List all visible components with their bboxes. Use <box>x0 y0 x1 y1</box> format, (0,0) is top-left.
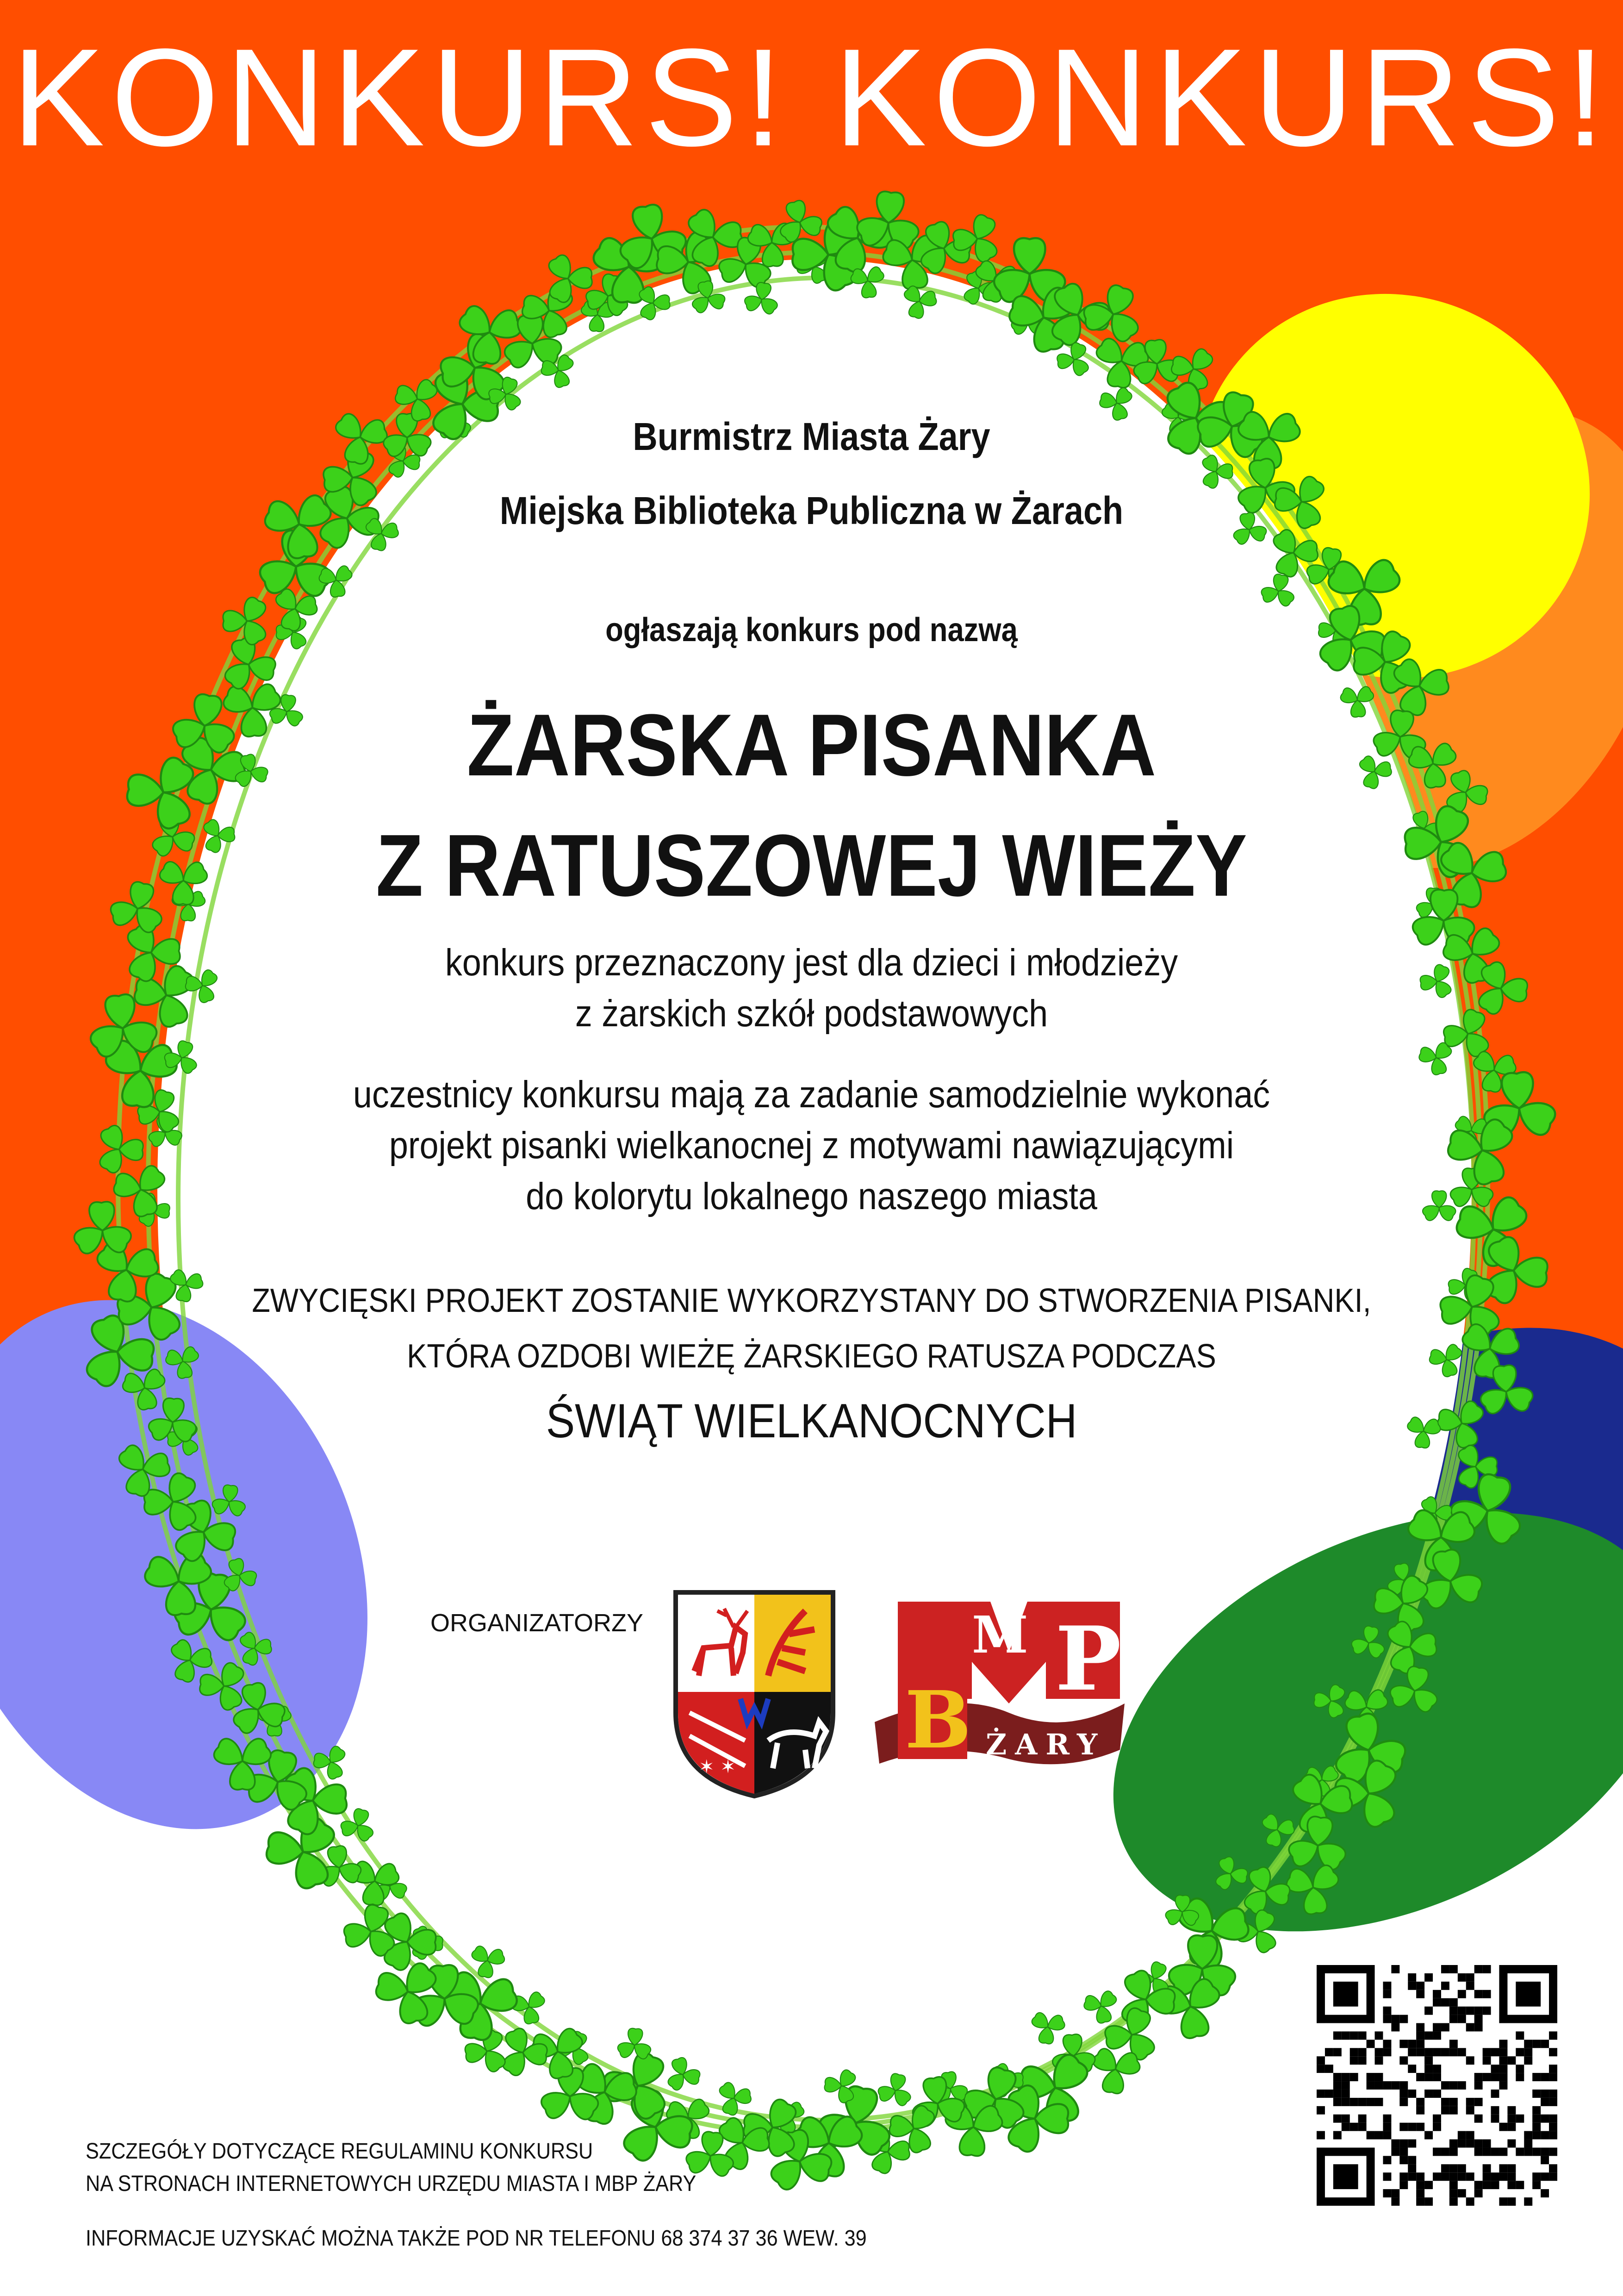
footer-rules-line-1: SZCZEGÓŁY DOTYCZĄCE REGULAMINU KONKURSU <box>86 2139 593 2164</box>
mbp-city: ŻARY <box>986 1728 1106 1761</box>
contest-title-line2: Z RATUSZOWEJ WIEŻY <box>376 817 1247 915</box>
description-line: z żarskich szkół podstawowych <box>575 992 1048 1035</box>
svg-text:✶ ✶: ✶ ✶ <box>699 1756 736 1778</box>
description-paragraph-1 <box>81 937 1542 1039</box>
description-paragraph-2 <box>81 1069 1542 1222</box>
mbp-letter-m: M <box>972 1605 1028 1665</box>
description-line: projekt pisanki wielkanocnej z motywami nawiązującymi <box>389 1124 1234 1167</box>
mbp-letter-b: B <box>905 1674 971 1766</box>
qr-code-icon <box>1317 1965 1557 2206</box>
description-line: do kolorytu lokalnego naszego miasta <box>526 1175 1097 1217</box>
coat-of-arms-icon <box>666 1583 842 1801</box>
winner-line-3: ŚWIĄT WIELKANOCNYCH <box>546 1394 1077 1448</box>
organizer-library: Miejska Biblioteka Publiczna w Żarach <box>499 489 1124 532</box>
description-line: konkurs przeznaczony jest dla dzieci i młodzieży <box>445 942 1178 984</box>
winner-line-1: ZWYCIĘSKI PROJEKT ZOSTANIE WYKORZYSTANY DO STWORZENIA PISANKI, <box>252 1282 1371 1319</box>
winner-line-2: KTÓRA OZDOBI WIEŻĘ ŻARSKIEGO RATUSZA PODCZAS <box>407 1338 1216 1375</box>
footer-contact-line: INFORMACJE UZYSKAĆ MOŻNA TAKŻE POD NR TELEFONU 68 374 37 36 WEW. 39 <box>86 2226 867 2251</box>
contest-title-line1: ŻARSKA PISANKA <box>466 696 1157 794</box>
footer-rules-line-2: NA STRONACH INTERNETOWYCH URZĘDU MIASTA I MBP ŻARY <box>86 2171 696 2196</box>
announce-text: ogłaszają konkurs pod nazwą <box>605 611 1018 649</box>
headline: KONKURS! KONKURS! <box>12 19 1611 175</box>
mbp-letter-p: P <box>1055 1607 1121 1710</box>
mbp-logo-icon <box>870 1597 1129 1778</box>
organizer-mayor: Burmistrz Miasta Żary <box>633 415 990 458</box>
organizers-label: ORGANIZATORZY <box>430 1609 644 1637</box>
description-line: uczestnicy konkursu mają za zadanie samodzielnie wykonać <box>353 1073 1270 1116</box>
